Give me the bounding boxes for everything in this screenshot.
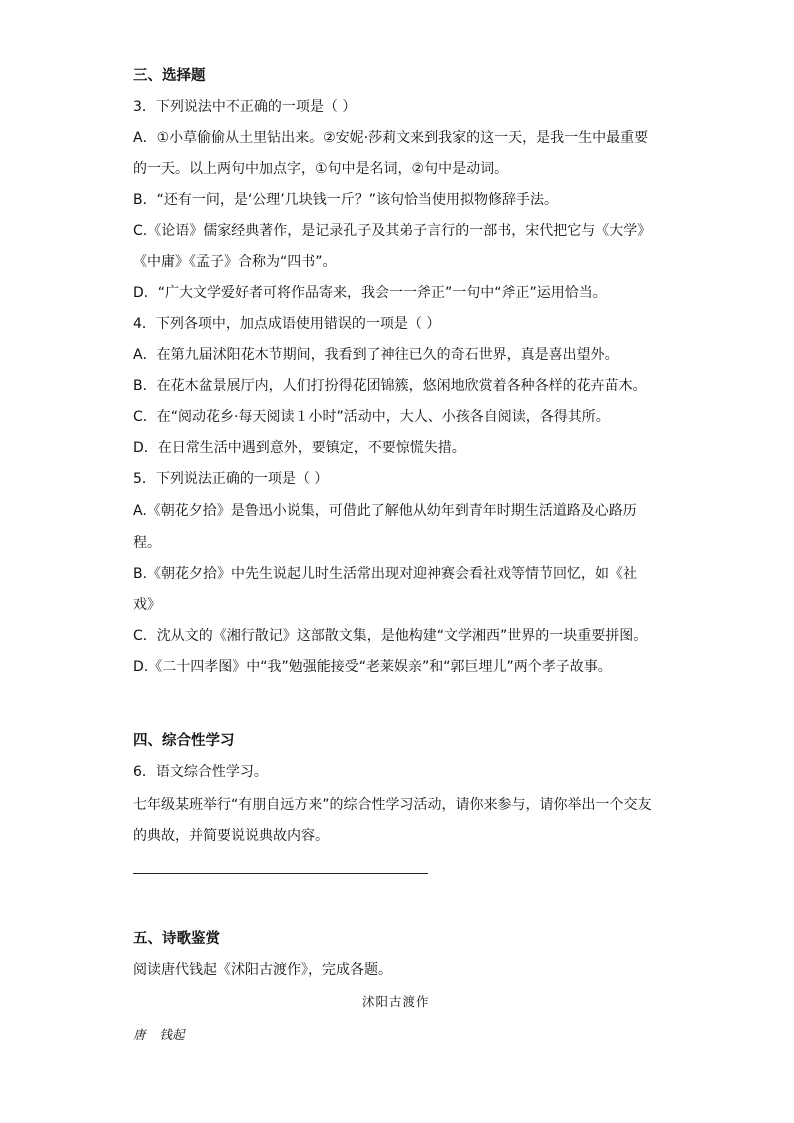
question-6-body-line2: 的典故，并简要说说典故内容。: [133, 828, 329, 844]
question-4-option-c: C．在“阅动花乡·每天阅读１小时”活动中，大人、小孩各自阅读，各得其所。: [133, 409, 610, 425]
question-5-option-a-line2: 程。: [133, 535, 161, 551]
question-6-stem: 6．语文综合性学习。: [133, 764, 268, 780]
section-4-heading: 四、综合性学习: [133, 733, 235, 749]
section-5-heading: 五、诗歌鉴赏: [133, 931, 220, 947]
question-4-stem: 4．下列各项中，加点成语使用错误的一项是（ ）: [133, 316, 441, 332]
question-3-option-c-line1: C.《论语》儒家经典著作，是记录孔子及其弟子言行的一部书，宋代把它与《大学》: [133, 223, 652, 239]
question-5-stem: 5．下列说法正确的一项是（ ）: [133, 471, 329, 487]
question-4-option-b: B．在花木盆景展厅内，人们打扮得花团锦簇，悠闲地欣赏着各种各样的花卉苗木。: [133, 378, 647, 394]
answer-blank-line: [133, 873, 428, 874]
question-6-body-line1: 七年级某班举行“有朋自远方来”的综合性学习活动，请你来参与，请你举出一个交友: [133, 797, 652, 813]
poem-author-name: 钱起: [159, 1027, 185, 1042]
question-5-option-c: C．沈从文的《湘行散记》这部散文集，是他构建“文学湘西”世界的一块重要拼图。: [133, 628, 648, 644]
question-3-option-d: D．“广大文学爱好者可将作品寄来，我会一一斧正”一句中“斧正”运用恰当。: [133, 285, 607, 301]
question-5-option-b-line2: 戏》: [133, 597, 161, 613]
poem-intro: 阅读唐代钱起《沭阳古渡作》，完成各题。: [133, 962, 392, 978]
question-3-option-c-line2: 《中庸》《孟子》合称为“四书”。: [133, 254, 337, 270]
question-4-option-a: A．在第九届沭阳花木节期间，我看到了神往已久的奇石世界，真是喜出望外。: [133, 347, 619, 363]
section-3-heading: 三、选择题: [133, 68, 206, 84]
question-5-option-d: D.《二十四孝图》中“我”勉强能接受“老莱娱亲”和“郭巨埋儿”两个孝子故事。: [133, 659, 612, 675]
question-4-option-d: D．在日常生活中遇到意外，要镇定，不要惊慌失措。: [133, 440, 466, 456]
question-3-option-a-line2: 的一天。以上两句中加点字，①句中是名词，②句中是动词。: [133, 161, 509, 177]
poem-author-line: [133, 1025, 199, 1043]
question-3-option-b: B．“还有一问，是‘公理’几块钱一斤？”该句恰当使用拟物修辞手法。: [133, 192, 559, 208]
question-3-option-a-line1: A．①小草偷偷从土里钻出来。②安妮·莎莉文来到我家的这一天，是我一生中最重要: [133, 130, 649, 146]
poem-title: 沭阳古渡作: [362, 994, 430, 1009]
question-5-option-b-line1: B.《朝花夕拾》中先生说起儿时生活常出现对迎神赛会看社戏等情节回忆，如《社: [133, 566, 638, 582]
poem-dynasty: 唐: [133, 1027, 146, 1042]
question-5-option-a-line1: A.《朝花夕拾》是鲁迅小说集，可借此了解他从幼年到青年时期生活道路及心路历: [133, 503, 637, 519]
question-3-stem: 3．下列说法中不正确的一项是（ ）: [133, 99, 357, 115]
